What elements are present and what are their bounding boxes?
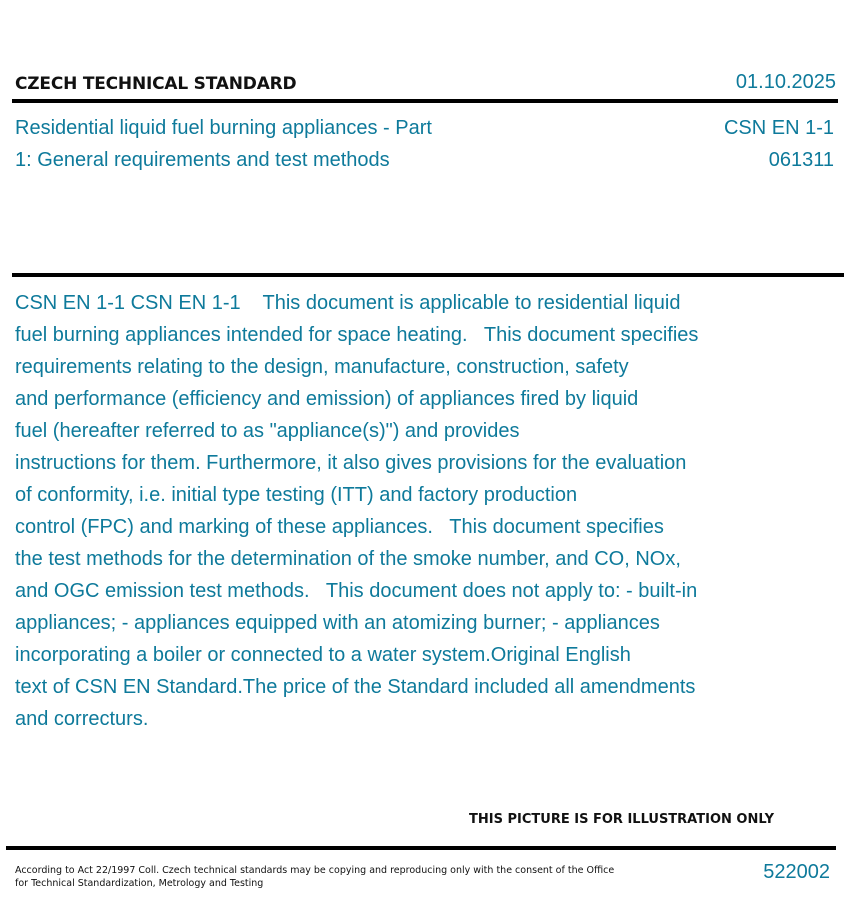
legal-notice-line-1: According to Act 22/1997 Coll. Czech technical standards may be copying and reproducing only with the consent of the Office — [15, 865, 615, 876]
abstract-line: and OGC emission test methods. This document does not apply to: - built-in — [15, 580, 698, 602]
abstract-line: incorporating a boiler or connected to a water system.Original English — [15, 644, 631, 666]
abstract-line: fuel burning appliances intended for space heating. This document specifies — [15, 324, 699, 346]
standard-code: CSN EN 1-1 — [723, 117, 834, 139]
standard-identifiers — [724, 112, 834, 176]
abstract-line: and correcturs. — [15, 708, 149, 730]
legal-notice — [15, 864, 615, 890]
standard-title-line-1: Residential liquid fuel burning appliances - Part — [15, 117, 432, 139]
publication-date: 01.10.2025 — [735, 71, 836, 93]
standard-title — [15, 112, 495, 176]
abstract-line: and performance (efficiency and emission) of appliances fired by liquid — [15, 388, 639, 410]
header-divider — [12, 99, 838, 103]
catalog-number: 061311 — [768, 149, 834, 171]
legal-notice-line-2: for Technical Standardization, Metrology and Testing — [15, 878, 264, 889]
illustration-disclaimer: THIS PICTURE IS FOR ILLUSTRATION ONLY — [469, 812, 774, 827]
footer-divider — [6, 846, 836, 850]
abstract-line: requirements relating to the design, manufacture, construction, safety — [15, 356, 629, 378]
title-divider — [12, 273, 844, 277]
abstract-line: instructions for them. Furthermore, it also gives provisions for the evaluation — [15, 452, 687, 474]
abstract-line: of conformity, i.e. initial type testing (ITT) and factory production — [15, 484, 578, 506]
document-type-label: CZECH TECHNICAL STANDARD — [15, 74, 297, 94]
abstract-line: CSN EN 1-1 CSN EN 1-1 This document is applicable to residential liquid — [15, 292, 681, 314]
abstract-line: the test methods for the determination of the smoke number, and CO, NOx, — [15, 548, 681, 570]
abstract-text — [15, 287, 775, 735]
abstract-line: control (FPC) and marking of these appliances. This document specifies — [15, 516, 664, 538]
abstract-line: text of CSN EN Standard.The price of the Standard included all amendments — [15, 676, 696, 698]
footer-code: 522002 — [763, 861, 830, 883]
abstract-line: fuel (hereafter referred to as "appliance(s)") and provides — [15, 420, 520, 442]
standard-title-line-2: 1: General requirements and test methods — [15, 149, 390, 171]
abstract-line: appliances; - appliances equipped with an atomizing burner; - appliances — [15, 612, 660, 634]
